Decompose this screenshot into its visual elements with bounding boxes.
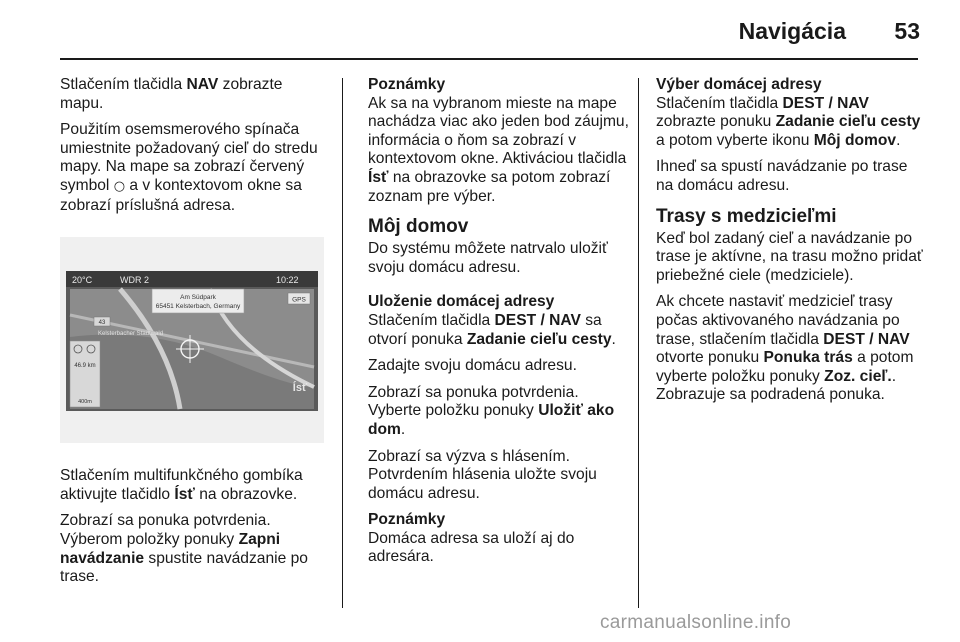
map-illustration xyxy=(60,237,324,443)
paragraph: Zobrazí sa ponuka potvrdenia. Výberom položky ponuky Zapni navádzanie spustite navádzanie po trase. xyxy=(60,512,308,586)
page-number: 53 xyxy=(894,18,920,44)
paragraph: Keď bol zadaný cieľ a navádzanie po trase je aktívne, na trasu možno pridať priebežné ciele (medziciele). xyxy=(656,229,923,284)
svg-text:400m: 400m xyxy=(78,399,92,406)
paragraph: Ak chcete nastaviť medzicieľ trasy počas aktivovaného navádzania po trase, stlačením tlačidla DEST / NAV otvorte ponuku Ponuka trás a potom vyberte položku ponuky Zoz. cieľ.. Zobrazuje sa podradená ponuka. xyxy=(656,293,914,404)
watermark: carmanualsonline.info xyxy=(600,612,792,633)
paragraph: Zobrazí sa výzva s hlásením. Potvrdením hlásenia uložte svoju domácu adresu. xyxy=(368,447,597,502)
svg-text:65451 Kelsterbach, Germany: 65451 Kelsterbach, Germany xyxy=(155,303,241,311)
paragraph: Zobrazí sa ponuka potvrdenia. Vyberte položku ponuky Uložiť ako dom. xyxy=(368,383,615,438)
column-divider-2 xyxy=(638,78,639,608)
paragraph: Stlačením tlačidla NAV zobrazte mapu. xyxy=(60,76,283,112)
svg-text:WDR 2: WDR 2 xyxy=(120,275,149,286)
note-title: Poznámky xyxy=(368,76,446,93)
section-heading: Trasy s medzicieľmi xyxy=(656,205,837,227)
svg-text:46.9 km: 46.9 km xyxy=(74,363,96,370)
svg-text:10:22: 10:22 xyxy=(276,275,299,286)
svg-text:Kelsterbacher Stadtwald: Kelsterbacher Stadtwald xyxy=(98,331,164,338)
paragraph: Ihneď sa spustí navádzanie po trase na domácu adresu. xyxy=(656,158,908,194)
svg-text:GPS: GPS xyxy=(292,296,306,304)
svg-text:Ísť: Ísť xyxy=(292,382,308,395)
note-title: Poznámky xyxy=(368,511,446,529)
svg-text:43: 43 xyxy=(98,320,106,327)
subsection-heading: Uloženie domácej adresy xyxy=(368,293,555,311)
paragraph: Použitím osemsmerového spínača umiestnite požadovaný cieľ do stredu mapy. Na mape sa zobrazí červený symbol ○ a v kontextovom okne sa zobrazí príslušná adresa. xyxy=(60,121,318,214)
note-body: Ak sa na vybranom mieste na mape nachádza viac ako jeden bod záujmu, informácia o ňom sa zobrazí v kontextovom okne. Aktiváciou tlačidla Ísť na obrazovke sa potom zobrazí zoznam pre výber. xyxy=(368,94,629,205)
paragraph: Stlačením tlačidla DEST / NAV zobrazte ponuku Zadanie cieľu cesty a potom vyberte ikonu Môj domov. xyxy=(656,94,921,149)
header-rule xyxy=(60,58,918,60)
svg-text:20°C: 20°C xyxy=(72,275,93,286)
paragraph: Zadajte svoju domácu adresu. xyxy=(368,357,577,375)
paragraph: Stlačením tlačidla DEST / NAV sa otvorí ponuka Zadanie cieľu cesty. xyxy=(368,311,616,348)
column-divider-1 xyxy=(342,78,343,608)
note-box xyxy=(368,511,630,567)
column-3 xyxy=(656,76,924,413)
section-heading: Môj domov xyxy=(368,216,469,238)
subsection-heading: Výber domácej adresy xyxy=(656,76,822,93)
page-title: Navigácia xyxy=(738,18,846,44)
note-box xyxy=(368,76,630,206)
note-body: Domáca adresa sa uloží aj do adresára. xyxy=(368,529,575,566)
paragraph: Stlačením multifunkčného gombíka aktivujte tlačidlo Ísť na obrazovke. xyxy=(60,467,303,503)
red-circle-symbol-icon: ○ xyxy=(113,178,126,194)
paragraph: Do systému môžete natrvalo uložiť svoju domácu adresu. xyxy=(368,240,608,276)
svg-text:Am Südpark: Am Südpark xyxy=(180,294,216,302)
navigation-screen-image xyxy=(60,237,324,443)
column-2 xyxy=(368,76,630,575)
column-1 xyxy=(60,76,328,595)
